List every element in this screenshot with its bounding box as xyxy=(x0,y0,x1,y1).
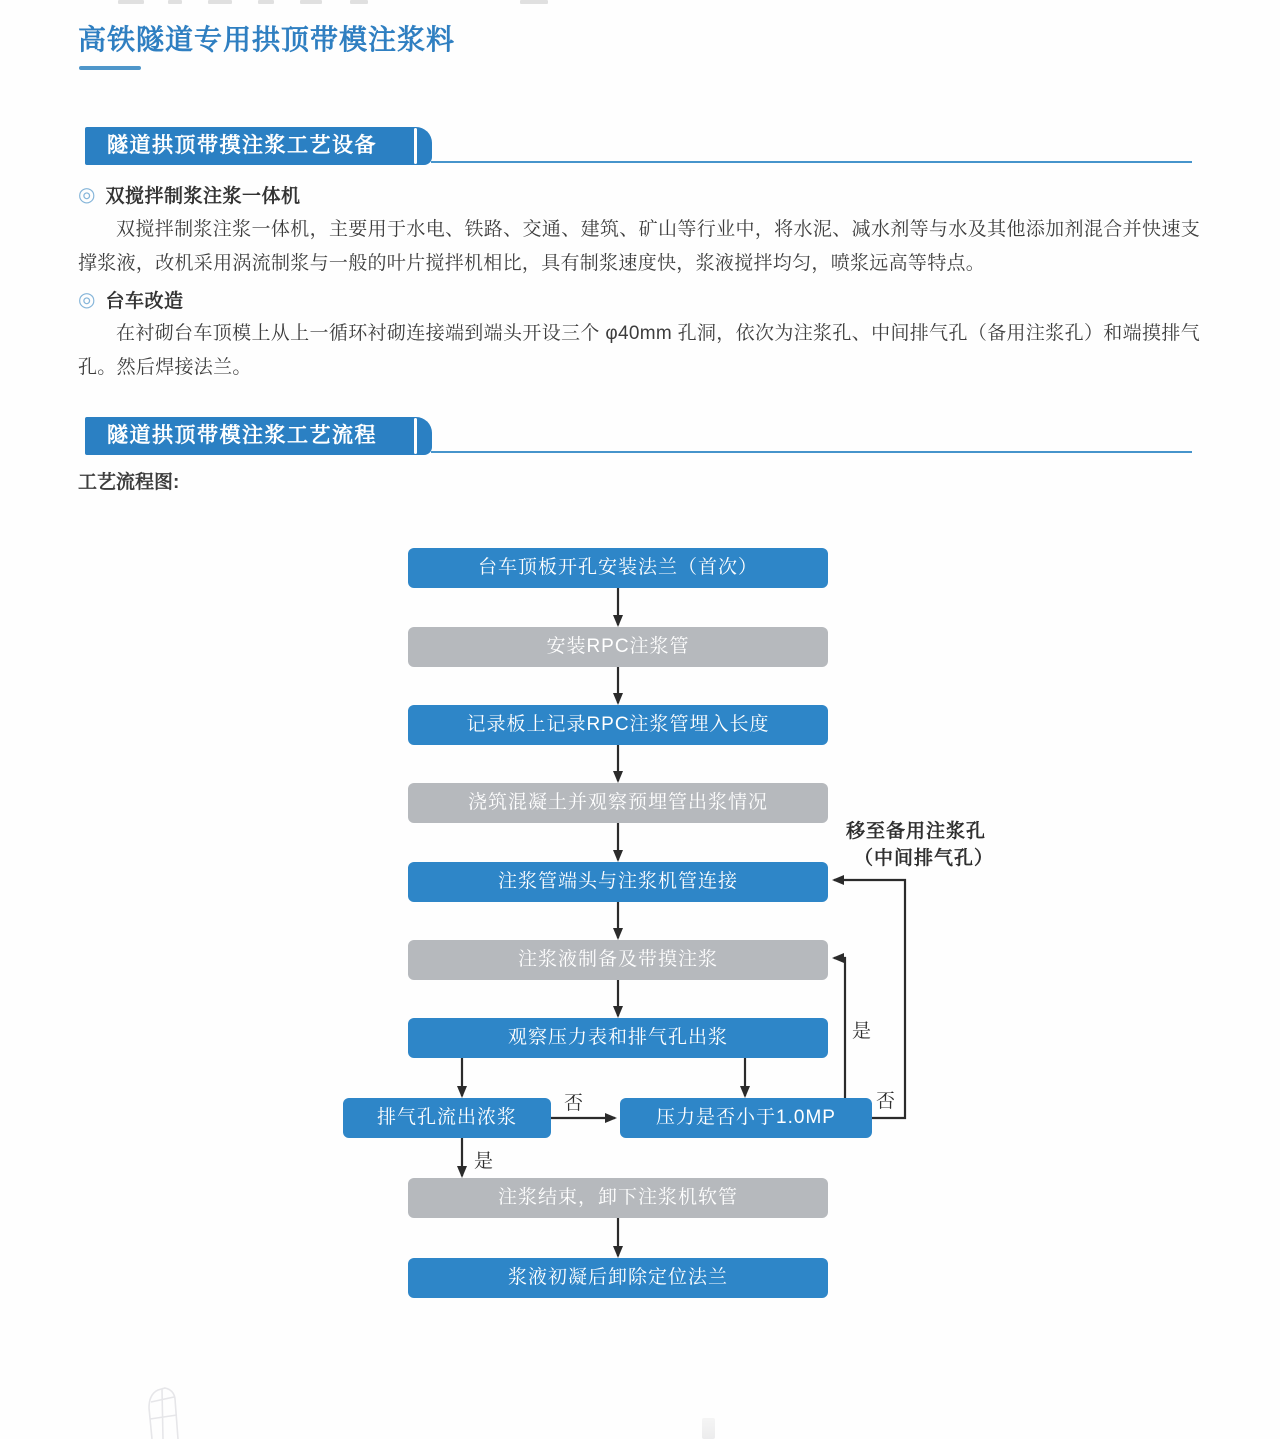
page-title: 高铁隧道专用拱顶带模注浆料 xyxy=(78,24,456,55)
flow-node-remove-flange: 浆液初凝后卸除定位法兰 xyxy=(408,1258,828,1298)
section-banner-process-label: 隧道拱顶带模注浆工艺流程 xyxy=(107,424,377,447)
equipment-item2-heading: 台车改造 xyxy=(105,291,184,312)
flow-node-finish-grouting: 注浆结束，卸下注浆机软管 xyxy=(408,1178,828,1218)
equipment-item2-body: 在衬砌台车顶模上从上一循环衬砌连接端到端头开设三个 φ40mm 孔洞，依次为注浆孔、中间排气孔（备用注浆孔）和端摸排气孔。然后焊接法兰。 xyxy=(78,323,1200,378)
flow-node-record-length: 记录板上记录RPC注浆管埋入长度 xyxy=(408,705,828,745)
flow-node-observe-pressure: 观察压力表和排气孔出浆 xyxy=(408,1018,828,1058)
flow-node-prepare-grout: 注浆液制备及带摸注浆 xyxy=(408,940,828,980)
page-watermark-smudge xyxy=(702,1418,715,1439)
flow-node-install-flange: 台车顶板开孔安装法兰（首次） xyxy=(408,548,828,588)
equipment-item2-heading-row xyxy=(78,286,183,313)
section-banner-equipment xyxy=(85,127,432,165)
section-banner-equipment-label: 隧道拱顶带摸注浆工艺设备 xyxy=(107,134,377,157)
ring-bullet-icon: ◎ xyxy=(78,288,96,311)
flow-node-connect-machine: 注浆管端头与注浆机管连接 xyxy=(408,862,828,902)
loop-annotation-line2: （中间排气孔） xyxy=(854,848,995,869)
section-rule-equipment xyxy=(431,161,1192,163)
title-underline xyxy=(79,66,141,70)
banner-notch xyxy=(414,128,417,164)
flow-caption: 工艺流程图: xyxy=(78,472,180,493)
ring-bullet-icon: ◎ xyxy=(78,183,96,206)
edge-label-no-between: 否 xyxy=(564,1093,584,1114)
equipment-item1-heading: 双搅拌制浆注浆一体机 xyxy=(105,186,301,207)
banner-notch xyxy=(414,418,417,454)
edge-label-yes-below: 是 xyxy=(474,1151,494,1172)
flow-node-pressure-check: 压力是否小于1.0MP xyxy=(620,1098,872,1138)
edge-label-no-outer: 否 xyxy=(876,1091,896,1112)
edge-label-yes-inner: 是 xyxy=(852,1021,872,1042)
tower-watermark xyxy=(138,1386,196,1439)
flow-node-pour-concrete: 浇筑混凝土并观察预埋管出浆情况 xyxy=(408,783,828,823)
loop-annotation-line1: 移至备用注浆孔 xyxy=(846,821,987,842)
section-rule-process xyxy=(431,451,1192,453)
equipment-item1-heading-row xyxy=(78,181,300,208)
section-banner-process xyxy=(85,417,432,455)
flow-node-vent-thick-grout: 排气孔流出浓浆 xyxy=(343,1098,551,1138)
flow-node-install-rpc-pipe: 安装RPC注浆管 xyxy=(408,627,828,667)
equipment-item1-body: 双搅拌制浆注浆一体机，主要用于水电、铁路、交通、建筑、矿山等行业中，将水泥、减水剂等与水及其他添加剂混合并快速支撑浆液，改机采用涡流制浆与一般的叶片搅拌机相比，具有制浆速度快，浆液搅拌均匀，喷浆远高等特点。 xyxy=(78,219,1200,274)
